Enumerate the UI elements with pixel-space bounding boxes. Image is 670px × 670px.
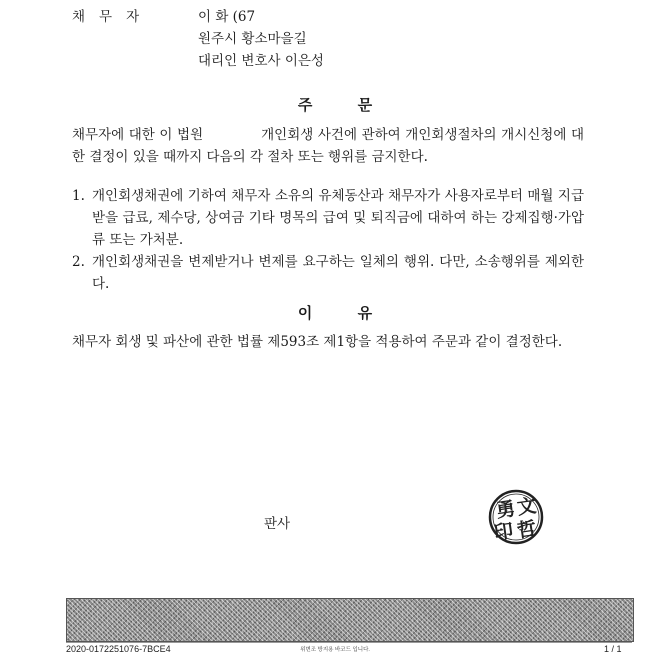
seal-char: 印 <box>492 519 515 545</box>
seal-char: 哲 <box>515 517 538 543</box>
anti-forgery-barcode <box>66 598 634 642</box>
debtor-label: 채무자 <box>72 9 154 25</box>
party-block <box>72 6 324 72</box>
debtor-agent: 대리인 변호사 이은성 <box>198 53 324 69</box>
order-item-number: 1. <box>72 188 85 204</box>
reason-heading: 이 유 <box>297 304 373 322</box>
order-heading: 주 문 <box>297 96 373 114</box>
order-item-text: 개인회생채권에 기하여 채무자 소유의 유체동산과 채무자가 사용자로부터 매월 지급받을 급료, 제수당, 상여금 기타 명목의 급여 및 퇴직금에 대하여 하는 강제집행·가압류 또는 가처분. <box>92 188 584 248</box>
seal-char: 文 <box>515 494 538 520</box>
order-intro-part1: 채무자에 대한 이 법원 <box>72 127 204 143</box>
judge-label: 판사 <box>264 516 291 532</box>
seal-char: 勇 <box>494 497 517 523</box>
order-intro-part2: 개인회생 사건에 관하여 개인회생절차의 개시신청에 대한 결정이 있을 때까지 다음의 각 절차 또는 행위를 금지한다. <box>72 127 584 165</box>
document-id: 2020-0172251076-7BCE4 <box>66 644 171 654</box>
order-item-text: 개인회생채권을 변제받거나 변제를 요구하는 일체의 행위. 다만, 소송행위를 제외한다. <box>92 254 584 292</box>
order-item <box>72 251 584 295</box>
order-item <box>72 185 584 251</box>
judge-seal-stamp <box>487 488 545 546</box>
footer-divider <box>66 642 632 643</box>
order-intro <box>72 124 584 168</box>
debtor-address: 원주시 황소마을길 <box>198 31 307 47</box>
order-items-list <box>72 185 584 295</box>
barcode-note: 위변조 방지용 바코드 입니다. <box>300 647 370 653</box>
order-item-number: 2. <box>72 254 85 270</box>
debtor-name: 이 화 (67 <box>198 9 256 25</box>
reason-text: 채무자 회생 및 파산에 관한 법률 제593조 제1항을 적용하여 주문과 같이 결정한다. <box>72 334 563 350</box>
page-number: 1 / 1 <box>604 644 622 654</box>
